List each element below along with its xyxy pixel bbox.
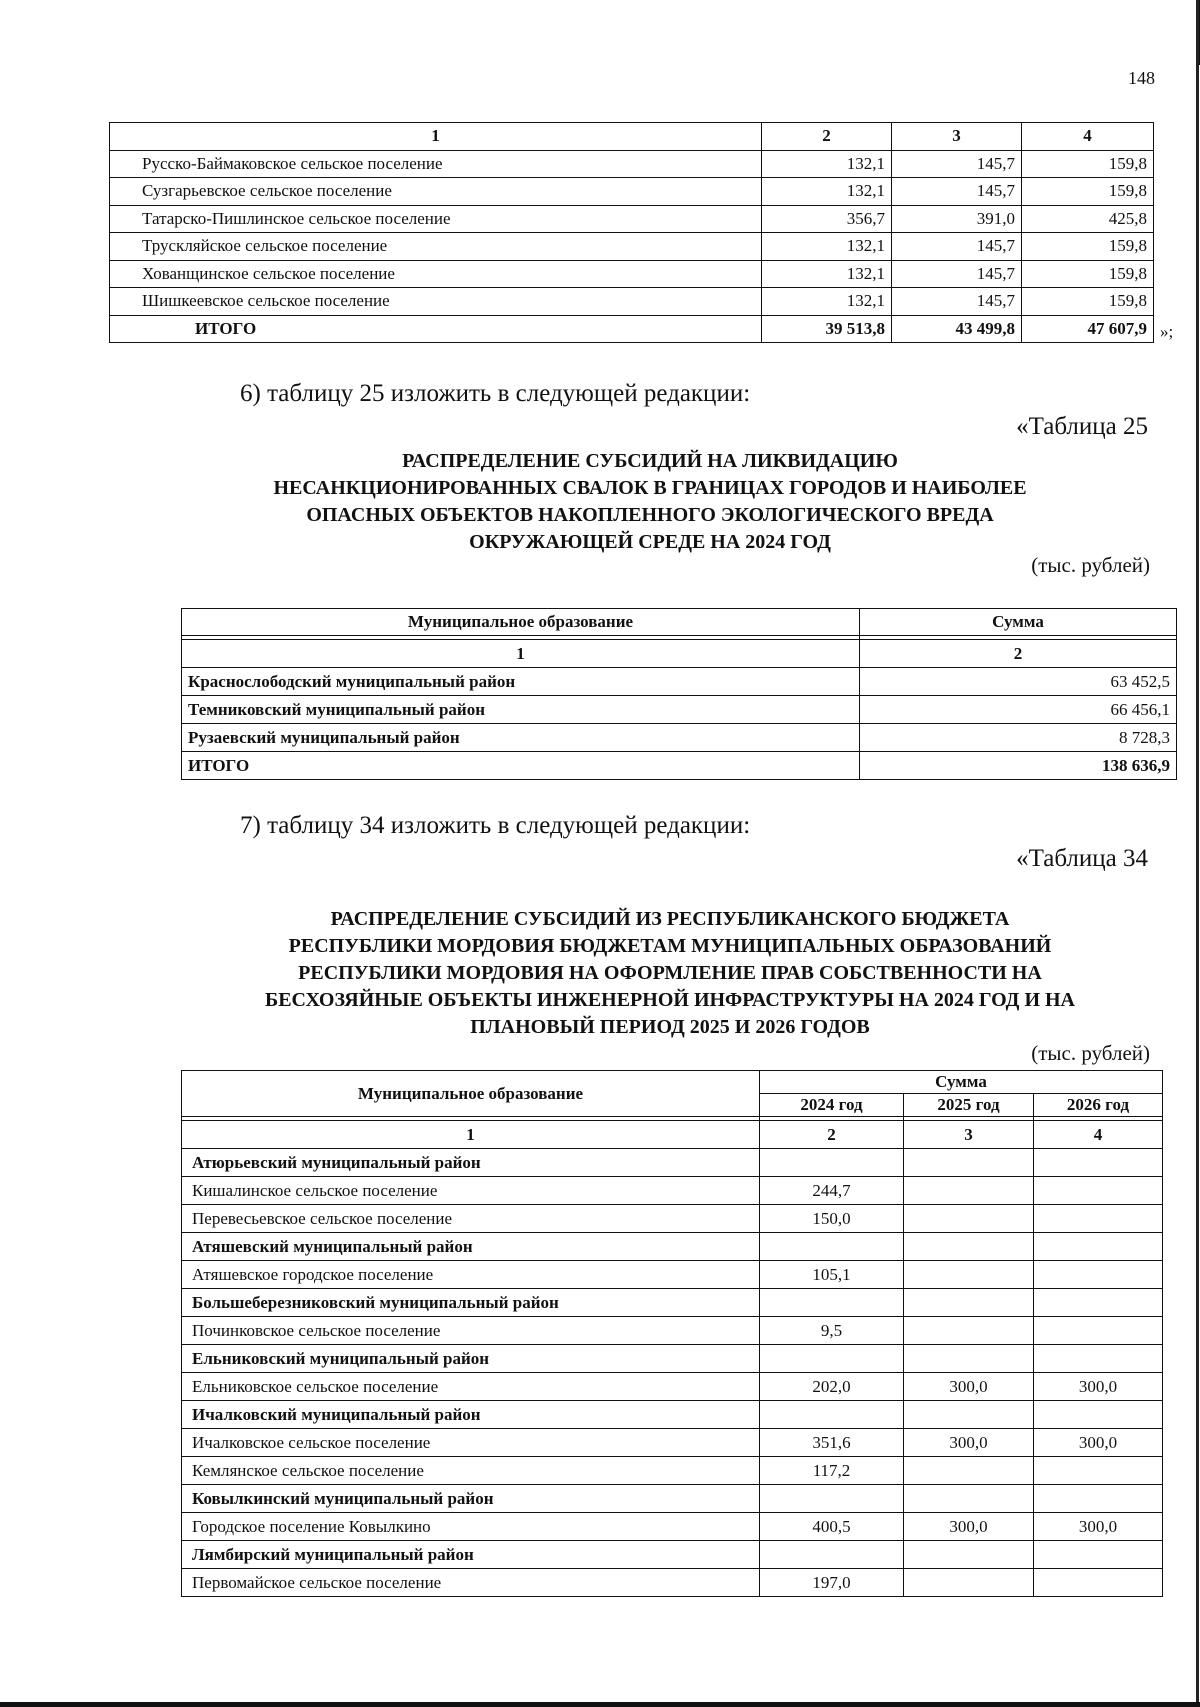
column-number-row bbox=[110, 123, 1154, 151]
value-2024: 132,1 bbox=[762, 150, 892, 178]
section6-instruction: 6) таблицу 25 изложить в следующей редакции: bbox=[240, 380, 751, 407]
value-2026: 159,8 bbox=[1022, 150, 1154, 178]
settlement-name: Городское поселение Ковылкино bbox=[182, 1513, 760, 1541]
title-line: ОКРУЖАЮЩЕЙ СРЕДЕ НА 2024 ГОД bbox=[469, 531, 831, 553]
value-2026 bbox=[1034, 1569, 1163, 1597]
district-row bbox=[182, 1233, 1163, 1261]
sum-value: 63 452,5 bbox=[860, 668, 1177, 696]
col-header-sum: Сумма bbox=[860, 609, 1177, 636]
sum-value: 66 456,1 bbox=[860, 696, 1177, 724]
col-number: 1 bbox=[182, 1121, 760, 1149]
district-name: Атюрьевский муниципальный район bbox=[182, 1149, 760, 1177]
title-line: РАСПРЕДЕЛЕНИЕ СУБСИДИЙ НА ЛИКВИДАЦИЮ bbox=[402, 450, 898, 472]
title-line: ПЛАНОВЫЙ ПЕРИОД 2025 И 2026 ГОДОВ bbox=[470, 1016, 870, 1038]
col-number: 1 bbox=[182, 640, 860, 668]
section7-instruction: 7) таблицу 34 изложить в следующей редакции: bbox=[240, 812, 751, 839]
value-2025 bbox=[904, 1485, 1034, 1513]
value-2024: 117,2 bbox=[760, 1457, 904, 1485]
value-2024: 197,0 bbox=[760, 1569, 904, 1597]
table-row bbox=[182, 724, 1177, 752]
value-2025 bbox=[904, 1261, 1034, 1289]
col-header-2025: 2025 год bbox=[904, 1094, 1034, 1117]
district-name: Темниковский муниципальный район bbox=[182, 696, 860, 724]
value-2025 bbox=[904, 1401, 1034, 1429]
value-2024: 150,0 bbox=[760, 1205, 904, 1233]
value-2026 bbox=[1034, 1457, 1163, 1485]
district-name: Большеберезниковский муниципальный район bbox=[182, 1289, 760, 1317]
title-line: БЕСХОЗЯЙНЫЕ ОБЪЕКТЫ ИНЖЕНЕРНОЙ ИНФРАСТРУКТУРЫ НА 2024 ГОД И НА bbox=[264, 989, 1075, 1011]
column-number-row bbox=[182, 1121, 1163, 1149]
settlement-name: Кемлянское сельское поселение bbox=[182, 1457, 760, 1485]
settlement-name: Сузгарьевское сельское поселение bbox=[110, 178, 762, 206]
value-2025 bbox=[904, 1541, 1034, 1569]
col-number: 3 bbox=[904, 1121, 1034, 1149]
value-2025: 300,0 bbox=[904, 1429, 1034, 1457]
col-header-2024: 2024 год bbox=[760, 1094, 904, 1117]
value-2025 bbox=[904, 1457, 1034, 1485]
header-row bbox=[182, 1071, 1163, 1094]
value-2026: 159,8 bbox=[1022, 178, 1154, 206]
column-number-row bbox=[182, 640, 1177, 668]
settlement-row bbox=[182, 1205, 1163, 1233]
value-2026 bbox=[1034, 1289, 1163, 1317]
table-25 bbox=[181, 608, 1177, 780]
value-2026 bbox=[1034, 1205, 1163, 1233]
district-name: Ичалковский муниципальный район bbox=[182, 1401, 760, 1429]
district-name: Краснослободский муниципальный район bbox=[182, 668, 860, 696]
title-line: ОПАСНЫХ ОБЪЕКТОВ НАКОПЛЕННОГО ЭКОЛОГИЧЕСКОГО ВРЕДА bbox=[306, 504, 994, 526]
value-2026: 300,0 bbox=[1034, 1373, 1163, 1401]
col-number: 3 bbox=[892, 123, 1022, 151]
settlement-name: Русско-Баймаковское сельское поселение bbox=[110, 150, 762, 178]
value-2025: 391,0 bbox=[892, 205, 1022, 233]
table-row bbox=[182, 696, 1177, 724]
value-2024 bbox=[760, 1485, 904, 1513]
table-34 bbox=[181, 1070, 1163, 1597]
value-2025: 145,7 bbox=[892, 233, 1022, 261]
header-row bbox=[182, 609, 1177, 636]
value-2024 bbox=[760, 1233, 904, 1261]
value-2025 bbox=[904, 1345, 1034, 1373]
district-row bbox=[182, 1149, 1163, 1177]
value-2025: 145,7 bbox=[892, 288, 1022, 316]
scan-edge-bottom bbox=[0, 1702, 1200, 1707]
district-name: Ковылкинский муниципальный район bbox=[182, 1485, 760, 1513]
section6-title bbox=[150, 448, 1150, 556]
title-line: РЕСПУБЛИКИ МОРДОВИЯ НА ОФОРМЛЕНИЕ ПРАВ СОБСТВЕННОСТИ НА bbox=[298, 962, 1042, 984]
settlement-name: Ельниковское сельское поселение bbox=[182, 1373, 760, 1401]
value-2026 bbox=[1034, 1541, 1163, 1569]
value-2025: 145,7 bbox=[892, 260, 1022, 288]
value-2024 bbox=[760, 1345, 904, 1373]
table-row bbox=[110, 205, 1154, 233]
title-line: РЕСПУБЛИКИ МОРДОВИЯ БЮДЖЕТАМ МУНИЦИПАЛЬНЫХ ОБРАЗОВАНИЙ bbox=[288, 935, 1052, 957]
table-row bbox=[110, 288, 1154, 316]
district-name: Ельниковский муниципальный район bbox=[182, 1345, 760, 1373]
total-row bbox=[110, 315, 1154, 343]
total-label: ИТОГО bbox=[182, 752, 860, 780]
value-2024: 132,1 bbox=[762, 178, 892, 206]
total-2024: 39 513,8 bbox=[762, 315, 892, 343]
value-2026: 300,0 bbox=[1034, 1513, 1163, 1541]
settlement-row bbox=[182, 1513, 1163, 1541]
value-2024: 400,5 bbox=[760, 1513, 904, 1541]
value-2024 bbox=[760, 1289, 904, 1317]
district-row bbox=[182, 1345, 1163, 1373]
value-2026: 300,0 bbox=[1034, 1429, 1163, 1457]
value-2026 bbox=[1034, 1401, 1163, 1429]
value-2024: 105,1 bbox=[760, 1261, 904, 1289]
value-2026 bbox=[1034, 1485, 1163, 1513]
value-2025: 300,0 bbox=[904, 1373, 1034, 1401]
value-2026 bbox=[1034, 1345, 1163, 1373]
section6-units: (тыс. рублей) bbox=[1031, 553, 1150, 577]
section7-table-label: «Таблица 34 bbox=[1016, 845, 1148, 872]
total-label: ИТОГО bbox=[110, 315, 762, 343]
settlement-name: Татарско-Пишлинское сельское поселение bbox=[110, 205, 762, 233]
section7-units: (тыс. рублей) bbox=[1031, 1041, 1150, 1065]
value-2024: 356,7 bbox=[762, 205, 892, 233]
col-header-sum: Сумма bbox=[760, 1071, 1163, 1094]
col-header-municipality: Муниципальное образование bbox=[182, 609, 860, 636]
table-row bbox=[110, 150, 1154, 178]
value-2025: 145,7 bbox=[892, 150, 1022, 178]
district-row bbox=[182, 1401, 1163, 1429]
value-2024: 351,6 bbox=[760, 1429, 904, 1457]
sum-value: 8 728,3 bbox=[860, 724, 1177, 752]
value-2026 bbox=[1034, 1317, 1163, 1345]
settlement-name: Починковское сельское поселение bbox=[182, 1317, 760, 1345]
settlement-row bbox=[182, 1261, 1163, 1289]
settlement-name: Ичалковское сельское поселение bbox=[182, 1429, 760, 1457]
value-2026: 159,8 bbox=[1022, 288, 1154, 316]
section7-title bbox=[150, 906, 1190, 1041]
total-sum: 138 636,9 bbox=[860, 752, 1177, 780]
page-number: 148 bbox=[1128, 68, 1155, 88]
closing-quote: »; bbox=[1160, 322, 1174, 341]
previous-table-continuation bbox=[109, 122, 1154, 343]
value-2026: 159,8 bbox=[1022, 233, 1154, 261]
settlement-name: Перевесьевское сельское поселение bbox=[182, 1205, 760, 1233]
settlement-row bbox=[182, 1317, 1163, 1345]
table-row bbox=[110, 233, 1154, 261]
title-line: РАСПРЕДЕЛЕНИЕ СУБСИДИЙ ИЗ РЕСПУБЛИКАНСКОГО БЮДЖЕТА bbox=[330, 908, 1010, 930]
total-row bbox=[182, 752, 1177, 780]
value-2025: 145,7 bbox=[892, 178, 1022, 206]
value-2026 bbox=[1034, 1261, 1163, 1289]
district-name: Рузаевский муниципальный район bbox=[182, 724, 860, 752]
value-2024 bbox=[760, 1401, 904, 1429]
settlement-row bbox=[182, 1177, 1163, 1205]
value-2025 bbox=[904, 1289, 1034, 1317]
value-2024: 9,5 bbox=[760, 1317, 904, 1345]
settlement-name: Первомайское сельское поселение bbox=[182, 1569, 760, 1597]
col-number: 2 bbox=[860, 640, 1177, 668]
value-2026 bbox=[1034, 1177, 1163, 1205]
value-2024: 132,1 bbox=[762, 260, 892, 288]
value-2024: 132,1 bbox=[762, 288, 892, 316]
value-2024 bbox=[760, 1149, 904, 1177]
title-line: НЕСАНКЦИОНИРОВАННЫХ СВАЛОК В ГРАНИЦАХ ГОРОДОВ И НАИБОЛЕЕ bbox=[273, 477, 1027, 499]
section6-table-label: «Таблица 25 bbox=[1016, 413, 1148, 440]
value-2024: 132,1 bbox=[762, 233, 892, 261]
settlement-name: Хованщинское сельское поселение bbox=[110, 260, 762, 288]
col-header-municipality: Муниципальное образование bbox=[182, 1071, 760, 1117]
settlement-row bbox=[182, 1373, 1163, 1401]
value-2025 bbox=[904, 1317, 1034, 1345]
settlement-row bbox=[182, 1457, 1163, 1485]
settlement-name: Атяшевское городское поселение bbox=[182, 1261, 760, 1289]
settlement-name: Трускляйское сельское поселение bbox=[110, 233, 762, 261]
district-name: Атяшевский муниципальный район bbox=[182, 1233, 760, 1261]
value-2025 bbox=[904, 1177, 1034, 1205]
col-header-2026: 2026 год bbox=[1034, 1094, 1163, 1117]
col-number: 1 bbox=[110, 123, 762, 151]
total-2026: 47 607,9 bbox=[1022, 315, 1154, 343]
settlement-row bbox=[182, 1429, 1163, 1457]
district-row bbox=[182, 1485, 1163, 1513]
table-row bbox=[110, 178, 1154, 206]
settlement-row bbox=[182, 1569, 1163, 1597]
value-2024: 244,7 bbox=[760, 1177, 904, 1205]
total-2025: 43 499,8 bbox=[892, 315, 1022, 343]
col-number: 2 bbox=[760, 1121, 904, 1149]
value-2025: 300,0 bbox=[904, 1513, 1034, 1541]
district-row bbox=[182, 1541, 1163, 1569]
value-2025 bbox=[904, 1149, 1034, 1177]
value-2024: 202,0 bbox=[760, 1373, 904, 1401]
value-2025 bbox=[904, 1205, 1034, 1233]
table-row bbox=[110, 260, 1154, 288]
scan-edge-right bbox=[1196, 0, 1199, 1702]
settlement-name: Шишкеевское сельское поселение bbox=[110, 288, 762, 316]
value-2025 bbox=[904, 1233, 1034, 1261]
district-name: Лямбирский муниципальный район bbox=[182, 1541, 760, 1569]
value-2026 bbox=[1034, 1149, 1163, 1177]
col-number: 4 bbox=[1022, 123, 1154, 151]
value-2026: 159,8 bbox=[1022, 260, 1154, 288]
district-row bbox=[182, 1289, 1163, 1317]
value-2025 bbox=[904, 1569, 1034, 1597]
settlement-name: Кишалинское сельское поселение bbox=[182, 1177, 760, 1205]
col-number: 2 bbox=[762, 123, 892, 151]
value-2024 bbox=[760, 1541, 904, 1569]
col-number: 4 bbox=[1034, 1121, 1163, 1149]
value-2026: 425,8 bbox=[1022, 205, 1154, 233]
value-2026 bbox=[1034, 1233, 1163, 1261]
table-row bbox=[182, 668, 1177, 696]
